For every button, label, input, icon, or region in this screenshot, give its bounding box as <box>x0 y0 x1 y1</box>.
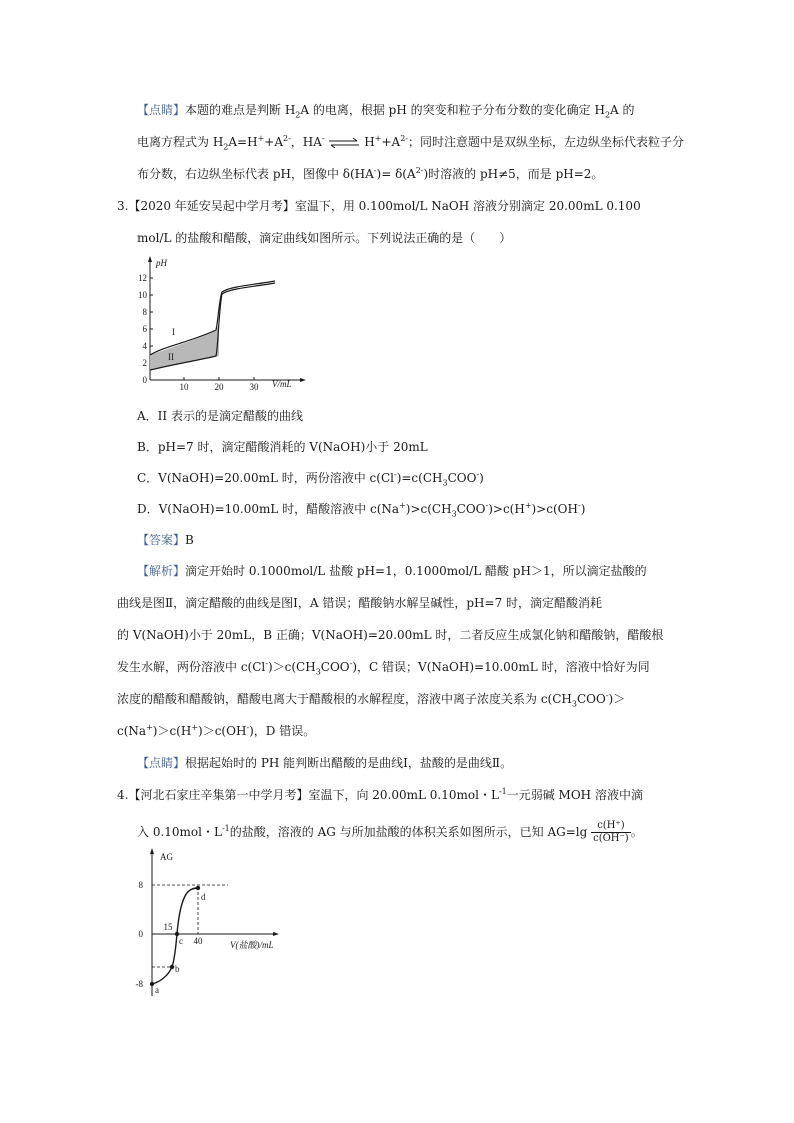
analysis-tag: 【解析】 <box>137 564 186 578</box>
q4-point-label: b <box>175 964 180 974</box>
q3-curve-I-label: I <box>172 327 175 337</box>
q3-option-a: A．II 表示的是滴定醋酸的曲线 <box>137 409 303 423</box>
q3-titration-chart <box>130 252 310 392</box>
q4-point-b <box>170 965 174 969</box>
q3-analysis-line1: 【解析】滴定开始时 0.1000mol/L 盐酸 pH=1，0.1000mol/L 醋酸 pH＞1，所以滴定盐酸的 <box>137 564 647 578</box>
q3-ytick: 2 <box>142 358 147 368</box>
dianjing1-line2: 电离方程式为 $H_2A=H^++A^{2-}$，HA- $H^++A^{2-}$；同时注意题中是双纵坐标，左边纵坐标代表粒子分 <box>137 134 685 152</box>
q3-analysis-line3: 的 V(NaOH)小于 20mL，B 正确；V(NaOH)=20.00mL 时，二者反应生成氯化钠和醋酸钠，醋酸根 <box>117 628 664 642</box>
q3-x-label: V/mL <box>272 379 292 389</box>
q4-point-a <box>150 982 154 986</box>
q3-xtick: 30 <box>249 382 259 392</box>
q4-point-label: d <box>201 892 206 902</box>
q3-option-d: D．V(NaOH)=10.00mL 时，醋酸溶液中 $c(Na^+)>c(CH_3COO^-)>c(H^+)>c(OH^-)$ <box>137 501 586 519</box>
q4-y-label: AG <box>160 852 173 862</box>
q3-analysis-line2: 曲线是图Ⅱ，滴定醋酸的曲线是图Ⅰ，A 错误；醋酸钠水解呈碱性，pH=7 时，滴定醋酸消耗 <box>117 596 603 610</box>
q3-analysis-line4: 发生水解，两份溶液中 $c(Cl^-)>c(CH_3COO^-)$，C 错误；V(NaOH)=10.00mL 时，溶液中恰好为同 <box>117 659 650 677</box>
q3-answer <box>137 532 194 548</box>
q3-number: 3. <box>117 199 129 213</box>
q3-ytick: 12 <box>138 273 147 283</box>
q4-number: 4. <box>117 788 129 802</box>
dianjing1-line1: 【点睛】本题的难点是判断 $H_2A$ 的电离，根据 pH 的突变和粒子分布分数的变化确定 $H_2A$ 的 <box>137 103 635 120</box>
q3-x-ticks <box>180 377 260 392</box>
q3-ytick: 8 <box>142 307 147 317</box>
q3-stem-line1: 3.【2020 年延安吴起中学月考】室温下，用 0.100mol/L NaOH 溶液分别滴定 20.00mL 0.100 <box>117 199 641 213</box>
q3-option-c: C．V(NaOH)=20.00mL 时，两份溶液中 $c(Cl^-)=c(CH_3COO^-)$ <box>137 470 484 488</box>
q4-stem-line1: 4.【河北石家庄辛集第一中学月考】室温下，向 20.00mL 0.10mol・$L^{-1}$一元弱碱 MOH 溶液中滴 <box>117 787 643 802</box>
q3-source: 【2020 年延安吴起中学月考】 <box>128 199 295 213</box>
dianjing-tag: 【点睛】 <box>137 103 186 117</box>
q3-y-label: pH <box>156 258 167 268</box>
q3-xtick: 20 <box>214 382 224 392</box>
q4-ytick: 0 <box>138 929 143 939</box>
answer-value: B <box>185 533 194 547</box>
q3-option-b: B．pH=7 时，滴定醋酸消耗的 V(NaOH)小于 20mL <box>137 440 428 454</box>
q4-point-label: a <box>155 985 159 995</box>
ag-fraction <box>591 820 631 845</box>
q4-xtick: 40 <box>193 936 203 946</box>
q3-stem-line2: mol/L 的盐酸和醋酸，滴定曲线如图所示。下列说法正确的是（ ） <box>137 231 512 245</box>
q4-ag-chart <box>130 846 300 1001</box>
q3-analysis-line6: c(Na+)＞c(H+)＞c(OH-)，D 错误。 <box>117 723 316 738</box>
answer-tag: 【答案】 <box>137 533 186 547</box>
q3-ytick: 4 <box>142 341 147 351</box>
q3-analysis-line5: 浓度的醋酸和醋酸钠，醋酸电离大于醋酸根的水解程度，溶液中离子浓度关系为 $c(CH_3COO^-)>$ <box>117 691 626 709</box>
ag-denominator: c(OH⁻) <box>593 833 629 844</box>
q4-source: 【河北石家庄辛集第一中学月考】 <box>128 788 309 802</box>
q3-ytick: 6 <box>142 324 147 334</box>
q4-stem-line2: 入 0.10mol・$L^{-1}$的盐酸，溶液的 AG 与所加盐酸的体积关系如图所示，已知 AG=lg $\frac{c(H^+)}{c(OH^-)}$ 。 <box>137 820 643 844</box>
q4-xtick: 15 <box>163 922 173 932</box>
q3-dianjing: 【点睛】根据起始时的 PH 能判断出醋酸的是曲线Ⅰ，盐酸的是曲线Ⅱ。 <box>137 756 513 770</box>
q4-point-label: c <box>179 936 183 946</box>
q3-curve-band <box>150 325 219 370</box>
q4-ytick: 8 <box>138 880 143 890</box>
q4-point-d <box>196 886 200 890</box>
equilibrium-arrow-icon <box>328 138 360 148</box>
q4-x-label: V(盐酸)/mL <box>230 940 274 950</box>
q4-ytick: -8 <box>135 979 143 989</box>
dianjing1-line3: 布分数，右边纵坐标代表 pH，图像中 $\delta(HA^-)= \delta(A^{2-})$时溶液的 pH≠5，而是 pH=2。 <box>137 166 604 181</box>
q3-ytick: 10 <box>138 290 147 300</box>
dianjing-tag: 【点睛】 <box>137 756 186 770</box>
q3-ytick: 0 <box>142 375 147 385</box>
q3-xtick: 10 <box>179 382 189 392</box>
q3-curve-II-label: II <box>168 352 174 362</box>
ag-numerator: c(H⁺) <box>591 820 631 833</box>
